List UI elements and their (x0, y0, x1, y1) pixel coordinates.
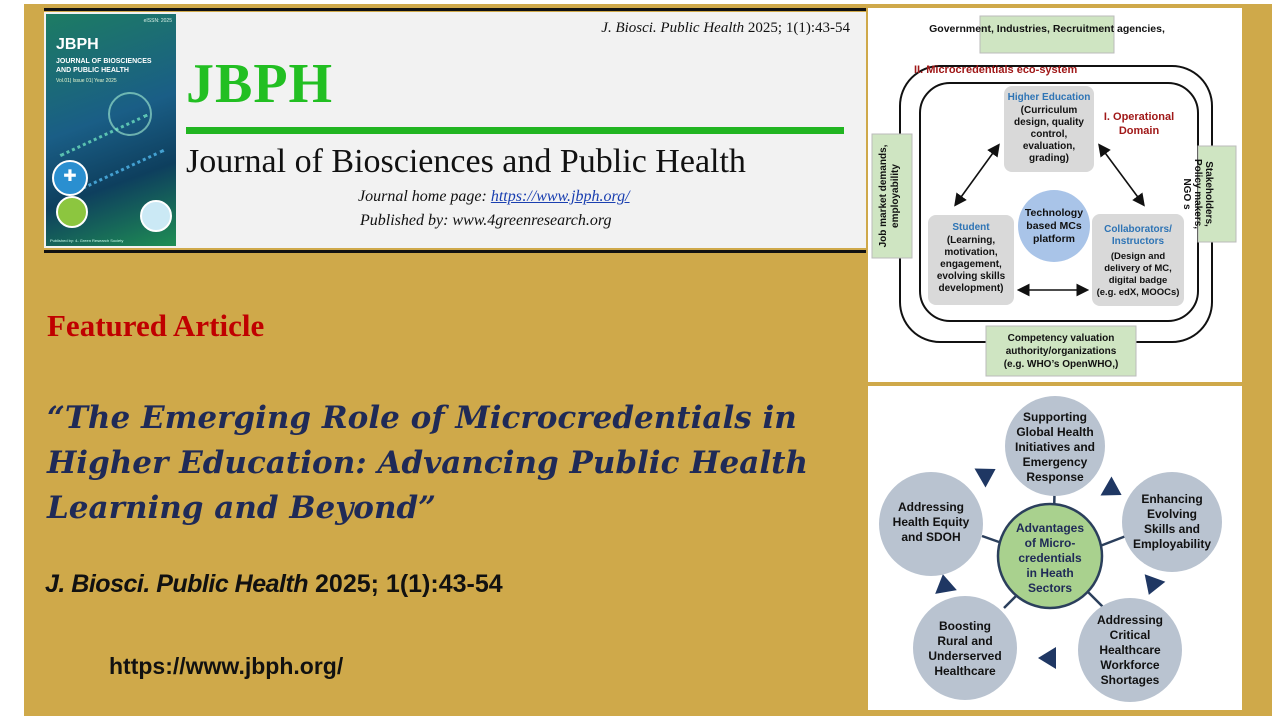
center-line-5: Sectors (1027, 581, 1073, 595)
collaborators-line-2: delivery of MC, (1104, 263, 1172, 274)
article-citation-details: 2025; 1(1):43-54 (308, 570, 503, 598)
collaborators-line-1: (Design and (1110, 251, 1166, 262)
cover-issn: eISSN: 2025 (143, 18, 172, 24)
microscope-icon (140, 200, 172, 232)
cover-subtitle: JOURNAL OF BIOSCIENCES AND PUBLIC HEALTH (56, 58, 152, 74)
node-global-health-line-5: Response (1026, 470, 1084, 484)
node-rural-healthcare (913, 596, 1017, 700)
job-market-line-2: employability (890, 164, 901, 228)
article-citation (45, 570, 503, 599)
node-workforce-line-1: Addressing (1096, 613, 1164, 627)
collaborators-title-1: Collaborators/ (1104, 224, 1172, 235)
student-line-5: development) (938, 283, 1004, 294)
job-market-line-1: Job market demands, (878, 144, 889, 248)
node-global-health-line-1: Supporting (1023, 410, 1087, 424)
advantages-diagram-panel (868, 386, 1242, 710)
article-title: “The Emerging Role of Microcredentials in Higher Education: Advancing Public Health Learning and Beyond” (47, 400, 808, 526)
header-citation (560, 20, 850, 37)
ecosystem-diagram-panel (868, 8, 1242, 382)
node-rural-line-4: Healthcare (934, 664, 996, 678)
competency-line-3: (e.g. WHO’s OpenWHO,) (1003, 359, 1119, 370)
node-workforce-line-3: Healthcare (1099, 643, 1161, 657)
node-rural-line-2: Rural and (937, 634, 993, 648)
banner-top-rule (44, 8, 866, 11)
homepage-link[interactable]: https://www.jbph.org/ (490, 188, 630, 205)
journal-url[interactable]: https://www.jbph.org/ (109, 653, 344, 679)
node-skills-line-3: Skills and (1143, 522, 1201, 536)
higher-education-line-2: design, quality (1013, 117, 1085, 128)
student-title: Student (952, 222, 990, 233)
stakeholders-line-1: Stakeholders, (1203, 161, 1214, 227)
higher-education-title: Higher Education (1007, 92, 1091, 103)
homepage-label: Journal home page: (358, 188, 491, 205)
stakeholders-line-2: Policy makers, (1192, 158, 1203, 230)
center-line-2: of Micro- (1024, 536, 1076, 550)
header-citation-journal: J. Biosci. Public Health (601, 20, 745, 36)
homepage-line (358, 188, 630, 206)
node-equity-line-2: Health Equity (892, 515, 970, 529)
center-line-3: credentials (1018, 551, 1082, 565)
advantages-diagram (868, 386, 1242, 710)
competency-line-1: Competency valuation (1007, 333, 1115, 344)
operational-line-1: I. Operational (1103, 111, 1175, 123)
hands-plant-icon (56, 196, 88, 228)
student-line-2: motivation, (944, 247, 998, 258)
node-global-health-line-3: Initiatives and (1014, 440, 1096, 454)
node-rural-line-3: Underserved (928, 649, 1002, 663)
node-equity-line-1: Addressing (897, 500, 965, 514)
node-equity-line-3: and SDOH (901, 530, 961, 544)
higher-education-line-1: (Curriculum (1020, 105, 1078, 116)
journal-name: Journal of Biosciences and Public Health (186, 143, 746, 180)
technology-line-3: platform (1033, 233, 1075, 245)
technology-line-2: based MCs (1026, 220, 1082, 232)
node-global-health-line-2: Global Health (1016, 425, 1094, 439)
cycle-arrow-2-icon (1139, 574, 1166, 598)
operational-line-2: Domain (1118, 125, 1160, 137)
collaborators-line-3: digital badge (1108, 275, 1168, 286)
node-workforce-line-2: Critical (1109, 628, 1151, 642)
featured-article-label: Featured Article (47, 308, 265, 343)
journal-cover-image (46, 14, 176, 246)
ecosystem-title: II. Microcredentials eco-system (914, 64, 1078, 76)
publisher-line: Published by: www.4greenresearch.org (360, 212, 612, 229)
ecosystem-top-text: Government, Industries, Recruitment agencies, (929, 23, 1165, 35)
article-citation-journal: J. Biosci. Public Health (45, 570, 309, 598)
student-line-1: (Learning, (946, 235, 996, 246)
arrow-higher-ed-student (956, 146, 998, 204)
cycle-arrow-1-icon (1101, 476, 1128, 504)
logo-underline (186, 127, 844, 134)
banner-bottom-rule (44, 250, 866, 253)
higher-education-line-4: evaluation, (1022, 141, 1076, 152)
competency-line-2: authority/organizations (1005, 346, 1117, 357)
cover-volume: Vol.01| Issue 01| Year 2025 (56, 78, 117, 84)
ecosystem-diagram (868, 8, 1242, 382)
jbph-logo: JBPH (186, 53, 334, 115)
stakeholders-line-3: NGO s (1181, 178, 1192, 210)
node-skills-line-2: Evolving (1146, 507, 1198, 521)
collaborators-line-4: (e.g. edX, MOOCs) (1096, 287, 1180, 298)
node-workforce-line-5: Shortages (1100, 673, 1160, 687)
student-line-4: evolving skills (936, 271, 1006, 282)
node-skills-line-4: Employability (1132, 537, 1212, 551)
center-line-1: Advantages (1015, 521, 1085, 535)
higher-education-line-3: control, (1030, 129, 1068, 140)
arrow-higher-ed-collaborators (1100, 146, 1143, 204)
node-skills-line-1: Enhancing (1141, 492, 1203, 506)
higher-education-line-5: grading) (1029, 153, 1069, 164)
cycle-arrow-5-icon (975, 459, 1002, 487)
node-rural-line-1: Boosting (939, 619, 991, 633)
header-citation-details: 2025; 1(1):43-54 (744, 20, 850, 36)
medical-cross-icon: ✚ (52, 160, 88, 196)
cycle-arrow-3-icon (1038, 647, 1056, 669)
node-workforce-line-4: Workforce (1100, 658, 1160, 672)
center-line-4: in Heath (1026, 566, 1074, 580)
node-global-health-line-4: Emergency (1022, 455, 1088, 469)
student-line-3: engagement, (940, 259, 1002, 270)
collaborators-title-2: Instructors (1111, 236, 1165, 247)
technology-line-1: Technology (1024, 207, 1084, 219)
cover-footer: Published by: 4- Green Research Society (50, 238, 124, 243)
cover-title: JBPH (56, 36, 99, 53)
